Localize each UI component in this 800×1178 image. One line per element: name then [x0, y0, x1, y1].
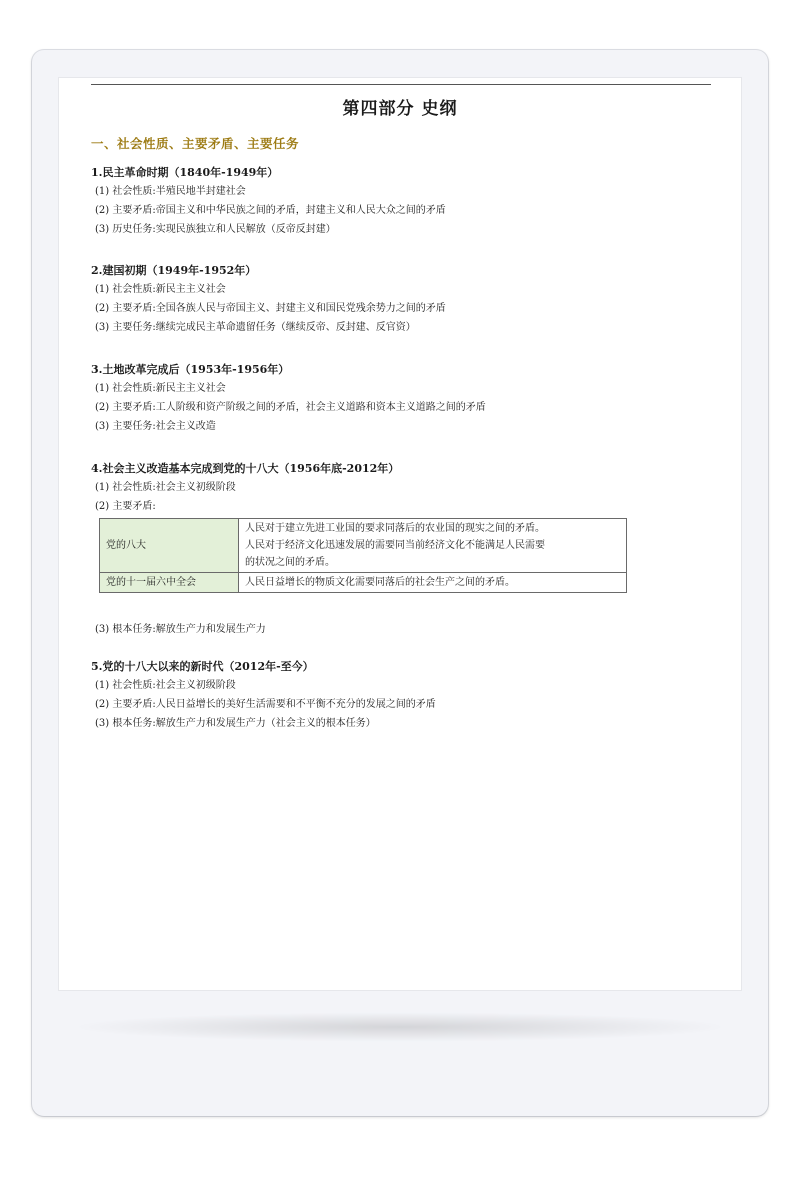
- period-heading: 5.党的十八大以来的新时代（2012年-至今）: [91, 660, 314, 673]
- table-row-label: 党的十一届六中全会: [100, 573, 239, 593]
- list-item: (1) 社会性质:新民主主义社会: [95, 383, 226, 394]
- period-heading: 3.土地改革完成后（1953年-1956年）: [91, 363, 290, 376]
- list-item: (2) 主要矛盾:人民日益增长的美好生活需要和不平衡不充分的发展之间的矛盾: [95, 699, 436, 710]
- period-heading: 4.社会主义改造基本完成到党的十八大（1956年底-2012年）: [91, 462, 400, 475]
- list-item: (1) 社会性质:社会主义初级阶段: [95, 680, 236, 691]
- list-item: (3) 根本任务:解放生产力和发展生产力（社会主义的根本任务）: [95, 718, 376, 729]
- list-item: (1) 社会性质:社会主义初级阶段: [95, 482, 236, 493]
- period-5: [91, 658, 436, 733]
- contradiction-table: [99, 518, 627, 593]
- table-row-content: [239, 573, 627, 593]
- list-item: (2) 主要矛盾:工人阶级和资产阶级之间的矛盾，社会主义道路和资本主义道路之间的矛盾: [95, 402, 486, 413]
- list-item: (2) 主要矛盾:: [95, 501, 156, 512]
- section-heading: 一、社会性质、主要矛盾、主要任务: [91, 136, 300, 151]
- table-row: [100, 573, 627, 593]
- list-item: (3) 主要任务:社会主义改造: [95, 421, 216, 432]
- list-item: (1) 社会性质:新民主主义社会: [95, 284, 226, 295]
- table-row: [100, 519, 627, 573]
- header-rule: [91, 84, 711, 85]
- table-row-content: [239, 519, 627, 573]
- list-item: (3) 历史任务:实现民族独立和人民解放（反帝反封建）: [95, 224, 336, 235]
- list-item: (1) 社会性质:半殖民地半封建社会: [95, 186, 246, 197]
- document-page: [59, 78, 741, 990]
- period-4-after: [91, 620, 266, 639]
- period-3: [91, 361, 486, 436]
- page-title: 第四部分 史纲: [342, 99, 458, 119]
- period-2: [91, 262, 446, 337]
- list-item: (3) 主要任务:继续完成民主革命遗留任务（继续反帝、反封建、反官资）: [95, 322, 416, 333]
- table-line: 人民日益增长的物质文化需要同落后的社会生产之间的矛盾。: [245, 577, 515, 588]
- period-1: [91, 164, 446, 239]
- table-line: 人民对于建立先进工业国的要求同落后的农业国的现实之间的矛盾。: [245, 523, 545, 534]
- list-item: (2) 主要矛盾:帝国主义和中华民族之间的矛盾，封建主义和人民大众之间的矛盾: [95, 205, 446, 216]
- period-4: [91, 460, 399, 516]
- page-shadow: [70, 1012, 730, 1042]
- list-item: (3) 根本任务:解放生产力和发展生产力: [95, 624, 266, 635]
- list-item: (2) 主要矛盾:全国各族人民与帝国主义、封建主义和国民党残余势力之间的矛盾: [95, 303, 446, 314]
- table-line: 的状况之间的矛盾。: [245, 557, 335, 568]
- table-row-label: 党的八大: [100, 519, 239, 573]
- period-heading: 1.民主革命时期（1840年-1949年）: [91, 166, 279, 179]
- period-heading: 2.建国初期（1949年-1952年）: [91, 264, 257, 277]
- table-line: 人民对于经济文化迅速发展的需要同当前经济文化不能满足人民需要: [245, 540, 545, 551]
